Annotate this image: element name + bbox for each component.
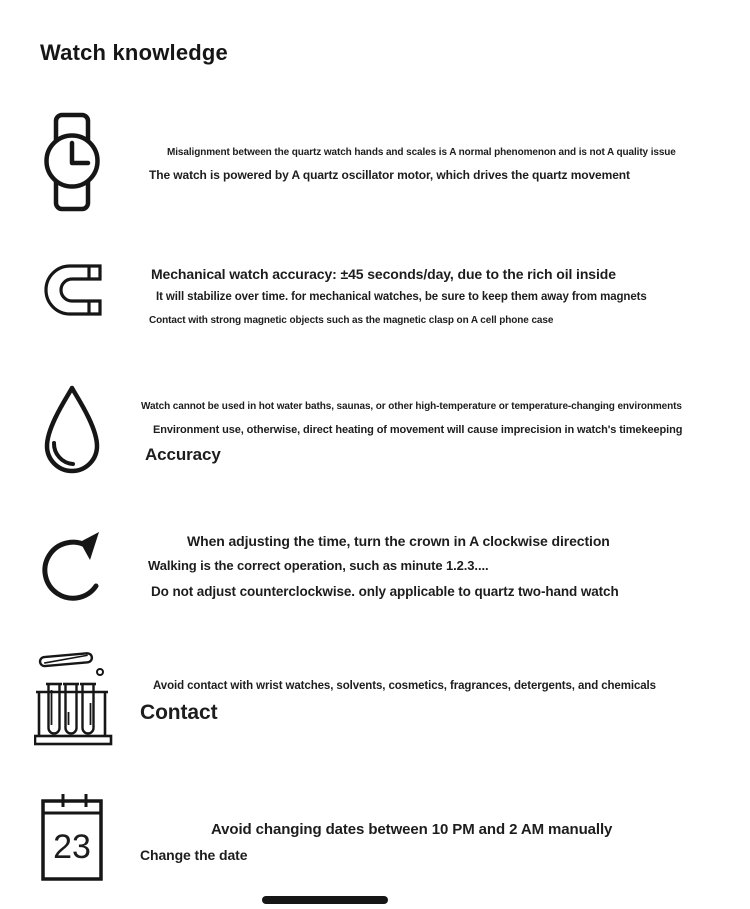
calendar-icon bbox=[40, 790, 104, 882]
date-note-main: Avoid changing dates between 10 PM and 2 AM manually bbox=[211, 821, 613, 838]
chemicals-heading: Contact bbox=[140, 701, 218, 724]
temperature-heading: Accuracy bbox=[145, 445, 221, 464]
page-title: Watch knowledge bbox=[40, 40, 228, 65]
magnet-note-small: Contact with strong magnetic objects such as the magnetic clasp on A cell phone case bbox=[149, 315, 554, 326]
test-tubes-icon bbox=[34, 646, 114, 746]
quartz-note-main: The watch is powered by A quartz oscillator motor, which drives the quartz movement bbox=[149, 168, 630, 182]
magnet-note-main: Mechanical watch accuracy: ±45 seconds/day, due to the rich oil inside bbox=[151, 266, 616, 282]
temperature-note-secondary: Environment use, otherwise, direct heating of movement will cause imprecision in watch's timekeeping bbox=[153, 424, 683, 436]
chemicals-note-main: Avoid contact with wrist watches, solvents, cosmetics, fragrances, detergents, and chemicals bbox=[153, 680, 656, 692]
magnet-note-secondary: It will stabilize over time. for mechanical watches, be sure to keep them away from magnets bbox=[156, 291, 647, 303]
home-indicator-bar bbox=[262, 896, 388, 904]
date-heading: Change the date bbox=[140, 847, 248, 863]
crown-note-warning: Do not adjust counterclockwise. only applicable to quartz two-hand watch bbox=[151, 584, 619, 599]
temperature-note-small: Watch cannot be used in hot water baths, saunas, or other high-temperature or temperature-changing environments bbox=[141, 401, 682, 412]
clockwise-rotation-icon bbox=[38, 526, 108, 606]
water-drop-icon bbox=[40, 384, 104, 481]
crown-note-secondary: Walking is the correct operation, such as minute 1.2.3.... bbox=[148, 558, 489, 573]
crown-note-main: When adjusting the time, turn the crown in A clockwise direction bbox=[187, 533, 610, 549]
calendar-day-number: 23 bbox=[53, 828, 91, 866]
wristwatch-icon bbox=[44, 112, 100, 212]
quartz-note-small: Misalignment between the quartz watch hands and scales is A normal phenomenon and is not A quality issue bbox=[167, 147, 676, 158]
magnet-icon bbox=[42, 262, 106, 320]
